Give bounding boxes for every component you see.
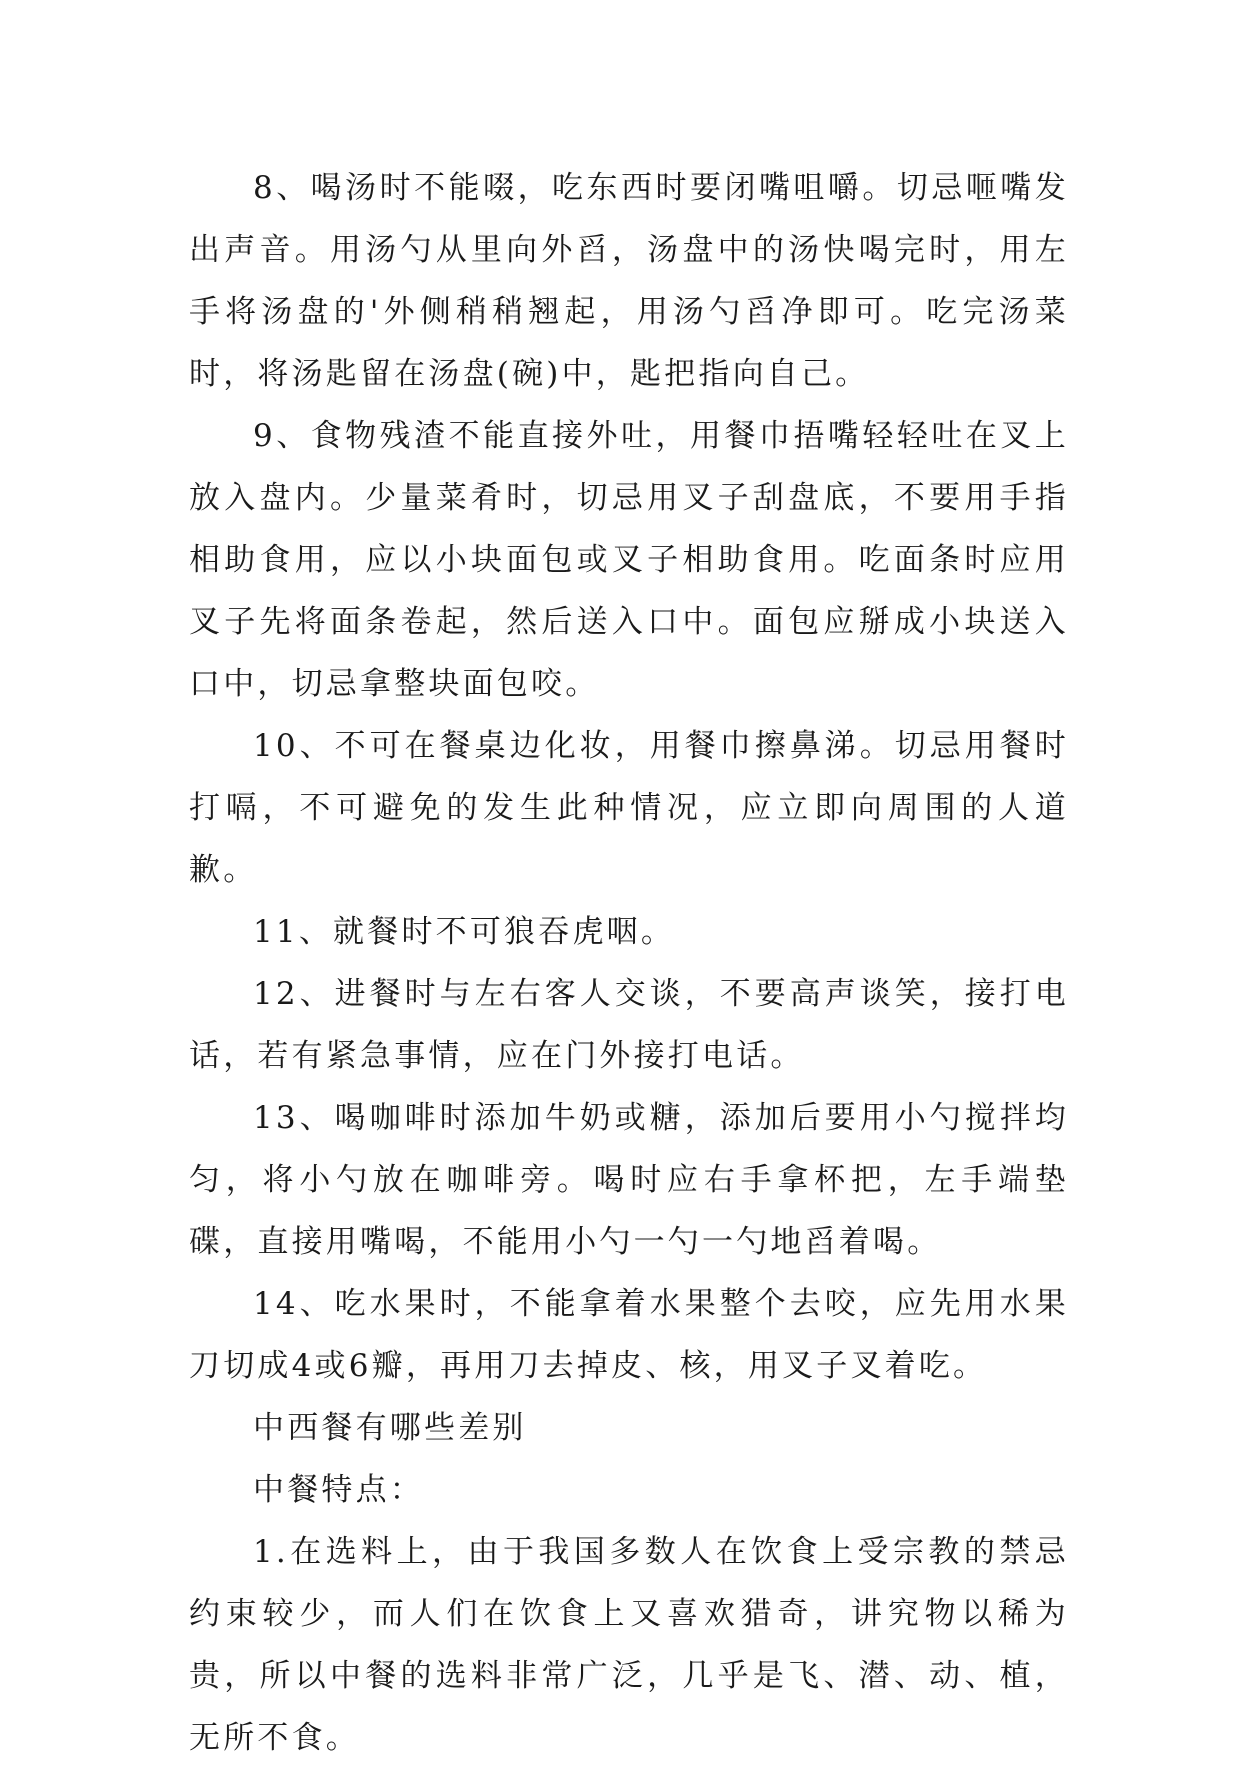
section-heading: 中西餐有哪些差别 bbox=[253, 1410, 527, 1446]
paragraph-item-12: 12、进餐时与左右客人交谈，不要高声谈笑，接打电话，若有紧急事情，应在门外接打电话。 bbox=[189, 976, 1069, 1074]
paragraph-item-10: 10、不可在餐桌边化妆，用餐巾擦鼻涕。切忌用餐时打嗝，不可避免的发生此种情况，应立即向周围的人道歉。 bbox=[189, 728, 1069, 888]
subsection-heading: 中餐特点： bbox=[253, 1472, 424, 1508]
paragraph-feature-1: 1.在选料上，由于我国多数人在饮食上受宗教的禁忌约束较少，而人们在饮食上又喜欢猎奇，讲究物以稀为贵，所以中餐的选料非常广泛，几乎是飞、潜、动、植，无所不食。 bbox=[189, 1534, 1069, 1756]
paragraph-item-8: 8、喝汤时不能啜，吃东西时要闭嘴咀嚼。切忌咂嘴发出声音。用汤勺从里向外舀，汤盘中的汤快喝完时，用左手将汤盘的'外侧稍稍翘起，用汤勺舀净即可。吃完汤菜时，将汤匙留在汤盘(碗)中，匙把指向自己。 bbox=[189, 170, 1069, 392]
paragraph-item-13: 13、喝咖啡时添加牛奶或糖，添加后要用小勺搅拌均匀，将小勺放在咖啡旁。喝时应右手拿杯把，左手端垫碟，直接用嘴喝，不能用小勺一勺一勺地舀着喝。 bbox=[189, 1100, 1069, 1260]
document-body bbox=[189, 157, 1069, 1769]
paragraph-item-14: 14、吃水果时，不能拿着水果整个去咬，应先用水果刀切成4或6瓣，再用刀去掉皮、核，用叉子叉着吃。 bbox=[189, 1286, 1069, 1384]
paragraph-item-11: 11、就餐时不可狼吞虎咽。 bbox=[253, 914, 676, 950]
paragraph-item-9: 9、食物残渣不能直接外吐，用餐巾捂嘴轻轻吐在叉上放入盘内。少量菜肴时，切忌用叉子刮盘底，不要用手指相助食用，应以小块面包或叉子相助食用。吃面条时应用叉子先将面条卷起，然后送入口中。面包应掰成小块送入口中，切忌拿整块面包咬。 bbox=[189, 418, 1069, 702]
